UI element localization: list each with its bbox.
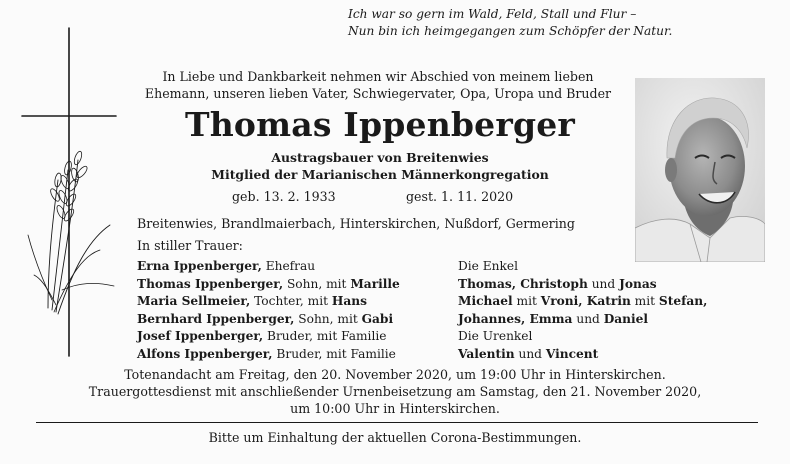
corona-note: Bitte um Einhaltung der aktuellen Corona-Bestimmungen. xyxy=(208,430,582,445)
mourner-name: Maria Sellmeier, xyxy=(137,294,251,308)
great-grandchild-names: Vincent xyxy=(545,346,599,361)
grandchild-names: Stefan, xyxy=(658,294,708,308)
grandchild-names: Vroni, Katrin xyxy=(540,294,631,308)
places: Breitenwies, Brandlmaierbach, Hinterskirchen, Nußdorf, Germering xyxy=(137,216,575,231)
grandchildren-line xyxy=(458,293,707,311)
mourner-name: Bernhard Ippenberger, xyxy=(137,311,295,326)
deceased-title: Austragsbauer von Breitenwies xyxy=(271,150,489,165)
divider xyxy=(36,422,758,423)
grandchildren-line xyxy=(458,311,707,329)
grandchild-names: Jonas xyxy=(619,276,657,291)
grandchild-names: Johannes, Emma xyxy=(458,311,573,326)
intro-text xyxy=(118,68,638,102)
great-grandchild-names: Valentin xyxy=(458,346,515,361)
quote-line: Nun bin ich heimgegangen zum Schöpfer der Natur. xyxy=(348,24,673,38)
birth-date: geb. 13. 2. 1933 xyxy=(232,189,336,204)
connector-text: und xyxy=(587,276,620,291)
mourner-partner: Marille xyxy=(350,276,400,291)
mourners-right-column xyxy=(458,258,707,363)
intro-line: Ehemann, unseren lieben Vater, Schwiegervater, Opa, Uropa und Bruder xyxy=(144,86,612,101)
mourner-name: Erna Ippenberger, xyxy=(137,259,262,273)
portrait-photo xyxy=(635,78,765,262)
mourner-partner: Hans xyxy=(331,294,367,308)
mourners-label: In stiller Trauer: xyxy=(137,238,243,253)
mourner-entry xyxy=(137,258,400,276)
grandchild-names: Michael xyxy=(458,294,513,308)
mourner-entry xyxy=(137,293,400,311)
connector-text: und xyxy=(514,346,546,361)
mourner-relation: Ehefrau xyxy=(261,259,316,273)
mourner-name: Alfons Ippenberger, xyxy=(137,346,273,361)
deceased-membership: Mitglied der Marianischen Männerkongregation xyxy=(211,167,549,182)
mourner-entry xyxy=(137,276,400,294)
grandchildren-line xyxy=(458,276,707,294)
service-info xyxy=(50,366,740,417)
mourner-entry xyxy=(137,328,400,346)
grandchildren-label: Die Enkel xyxy=(458,259,518,273)
great-grandchildren-line xyxy=(458,346,707,364)
mourners-left-column xyxy=(137,258,400,363)
mourner-relation: Sohn, mit xyxy=(283,276,351,291)
quote xyxy=(348,6,768,40)
service-line: um 10:00 Uhr in Hinterskirchen. xyxy=(290,401,500,416)
great-grandchildren-label: Die Urenkel xyxy=(458,329,533,343)
intro-line: In Liebe und Dankbarkeit nehmen wir Abschied von meinem lieben xyxy=(162,69,594,84)
mourner-partner: Gabi xyxy=(361,311,394,326)
death-date: gest. 1. 11. 2020 xyxy=(406,189,514,204)
grandchild-names: Daniel xyxy=(603,311,649,326)
mourner-entry xyxy=(137,346,400,364)
deceased-name: Thomas Ippenberger xyxy=(184,105,575,144)
service-line: Trauergottesdienst mit anschließender Urnenbeisetzung am Samstag, den 21. November 2020, xyxy=(88,384,702,399)
service-line: Totenandacht am Freitag, den 20. November 2020, um 19:00 Uhr in Hinterskirchen. xyxy=(124,367,666,382)
grandchild-names: Thomas, Christoph xyxy=(458,276,588,291)
mourner-name: Thomas Ippenberger, xyxy=(137,276,284,291)
mourner-relation: Bruder, mit Familie xyxy=(272,346,396,361)
cross-with-wheat-icon xyxy=(18,20,118,370)
mourner-name: Josef Ippenberger, xyxy=(137,329,264,343)
mourner-relation: Tochter, mit xyxy=(250,294,332,308)
mourner-entry xyxy=(137,311,400,329)
mourner-relation: Bruder, mit Familie xyxy=(263,329,387,343)
quote-line: Ich war so gern im Wald, Feld, Stall und Flur – xyxy=(348,7,637,21)
mourner-relation: Sohn, mit xyxy=(294,311,362,326)
connector-text: mit xyxy=(630,294,659,308)
connector-text: und xyxy=(572,311,604,326)
connector-text: mit xyxy=(512,294,541,308)
